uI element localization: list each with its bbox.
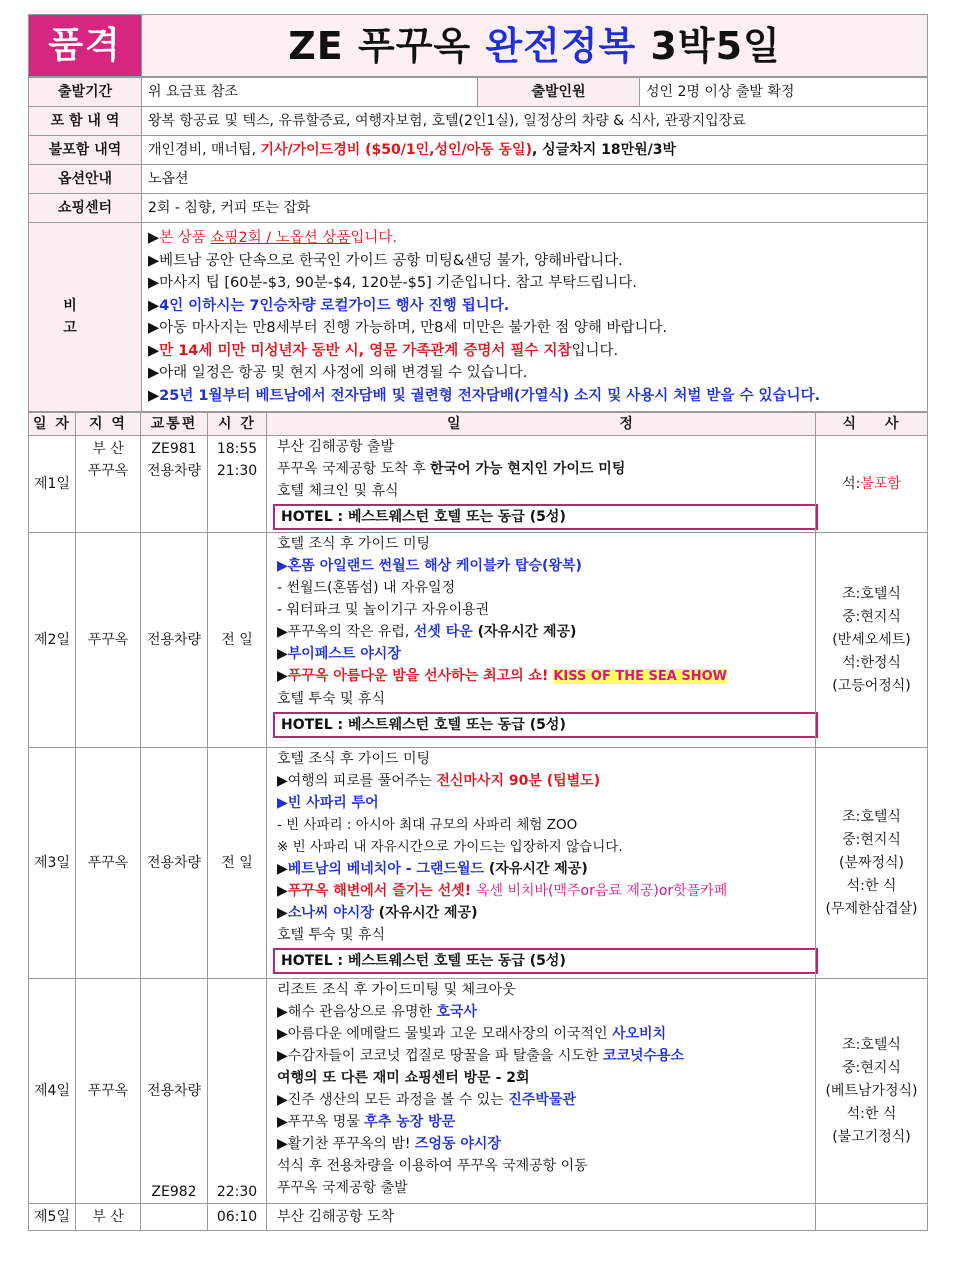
time-cell: 18:55 21:30: [208, 436, 267, 533]
col-day: 일 자: [29, 413, 76, 436]
pax-value: 성인 2명 이상 출발 확정: [640, 78, 928, 107]
transport-cell: 전용차량 ZE982: [141, 979, 208, 1204]
transport-cell: 전용차량: [141, 748, 208, 979]
transport-cell: ZE981 전용차량: [141, 436, 208, 533]
hotel-box: HOTEL : 베스트웨스턴 호텔 또는 동급 (5성): [273, 948, 818, 974]
itinerary-line: - 빈 사파리 : 아시아 최대 규모의 사파리 체험 ZOO: [277, 817, 578, 833]
remark-item: ▶아래 일정은 항공 및 현지 사정에 의해 변경될 수 있습니다.: [148, 365, 528, 381]
itinerary-cell: [267, 436, 816, 533]
schedule-header-row: [29, 413, 928, 436]
period-value: 위 요금표 참조: [142, 78, 478, 107]
transport-cell: [141, 1204, 208, 1231]
day-row-2: [29, 533, 928, 748]
meal-cell: [816, 1204, 928, 1231]
remark-item: ▶마사지 팁 [60분-$3, 90분-$4, 120분-$5] 기준입니다. 참고 부탁드립니다.: [148, 275, 637, 291]
itinerary-line: ※ 빈 사파리 내 자유시간으로 가이드는 입장하지 않습니다.: [277, 839, 623, 855]
remark-item: ▶만 14세 미만 미성년자 동반 시, 영문 가족관계 증명서 필수 지참입니다.: [148, 342, 619, 359]
itinerary-line: ▶진주 생산의 모든 과정을 볼 수 있는 진주박물관: [277, 1092, 576, 1108]
exclude-part3: , 싱글차지 18만원/3박: [531, 142, 677, 158]
itinerary-line: ▶푸꾸옥 아름다운 밤을 선사하는 최고의 쇼! KISS OF THE SEA SHOW: [277, 668, 727, 684]
itinerary-line: ▶소나씨 야시장 (자유시간 제공): [277, 905, 478, 921]
itinerary-line: 푸꾸옥 국제공항 도착 후 한국어 가능 현지인 가이드 미팅: [277, 461, 626, 477]
include-value: 왕복 항공료 및 텍스, 유류할증료, 여행자보험, 호텔(2인1실), 일정상의 차량 & 식사, 관광지입장료: [142, 107, 928, 136]
option-value: 노옵션: [142, 165, 928, 194]
itinerary-line: 푸꾸옥 국제공항 출발: [277, 1180, 408, 1196]
region-cell: 부 산 푸꾸옥: [76, 436, 141, 533]
itinerary-cell: [267, 533, 816, 748]
region-cell: 부 산: [76, 1204, 141, 1231]
itinerary-line: ▶빈 사파리 투어: [277, 795, 379, 811]
exclude-value: [142, 136, 928, 165]
meal-cell: 석:불포함: [816, 436, 928, 533]
itinerary-line: ▶푸꾸옥 명물 후추 농장 방문: [277, 1114, 456, 1130]
itinerary-line: 부산 김해공항 출발: [277, 439, 395, 455]
day-row-1: [29, 436, 928, 533]
period-label: 출발기간: [29, 78, 142, 107]
remark-item: ▶25년 1월부터 베트남에서 전자담배 및 궐련형 전자담배(가열식) 소지 및 사용시 처벌 받을 수 있습니다.: [148, 387, 821, 404]
day-label: 제3일: [29, 748, 76, 979]
itinerary-cell: [267, 748, 816, 979]
exclude-part2: 기사/가이드경비 ($50/1인,성인/아동 동일): [260, 142, 532, 158]
col-itinerary: 일 정: [267, 413, 816, 436]
itinerary-line: - 썬월드(혼똠섬) 내 자유일정: [277, 580, 456, 596]
meal-cell: 조:호텔식 중:현지식 (베트남가정식) 석:한 식 (불고기정식): [816, 979, 928, 1204]
remark-item: ▶4인 이하시는 7인승차량 로컬가이드 행사 진행 됩니다.: [148, 297, 510, 314]
info-table: [28, 77, 928, 412]
title-suffix: 3박5일: [636, 23, 781, 68]
col-transport: 교통편: [141, 413, 208, 436]
remark-label: 비 고: [29, 223, 142, 412]
itinerary-cell: [267, 979, 816, 1204]
day-row-4: [29, 979, 928, 1204]
remark-item: ▶베트남 공안 단속으로 한국인 가이드 공항 미팅&샌딩 불가, 양해바랍니다.: [148, 252, 623, 269]
day-row-3: [29, 748, 928, 979]
itinerary-line: ▶푸꾸옥 해변에서 즐기는 선셋! 옥센 비치바(맥주or음료 제공)or핫플카페: [277, 883, 728, 899]
exclude-label: 불포함 내역: [29, 136, 142, 165]
itinerary-cell: 부산 김해공항 도착: [267, 1204, 816, 1231]
itinerary-line: 호텔 조식 후 가이드 미팅: [277, 751, 431, 767]
itinerary-line: ▶활기찬 푸꾸옥의 밤! 즈엉동 야시장: [277, 1136, 501, 1152]
itinerary-line: 호텔 조식 후 가이드 미팅: [277, 536, 431, 552]
remarks-list: [142, 223, 928, 412]
header-table: [28, 14, 928, 77]
region-cell: 푸꾸옥: [76, 533, 141, 748]
day-label: 제5일: [29, 1204, 76, 1231]
schedule-table: [28, 412, 928, 1231]
day-label: 제4일: [29, 979, 76, 1204]
itinerary-line: 리조트 조식 후 가이드미팅 및 체크아웃: [277, 982, 516, 998]
exclude-part1: 개인경비, 매너팁,: [148, 142, 261, 158]
time-cell: 전 일: [208, 533, 267, 748]
itinerary-line: ▶부이페스트 야시장: [277, 646, 401, 662]
itinerary-line: 여행의 또 다른 재미 쇼핑센터 방문 - 2회: [277, 1070, 530, 1086]
itinerary-line: ▶여행의 피로를 풀어주는 전신마사지 90분 (팁별도): [277, 773, 601, 789]
region-cell: 푸꾸옥: [76, 979, 141, 1204]
col-meal: 식 사: [816, 413, 928, 436]
itinerary-line: ▶베트남의 베네치아 - 그랜드월드 (자유시간 제공): [277, 861, 588, 877]
meal-cell: 조:호텔식 중:현지식 (반세오세트) 석:한정식 (고등어정식): [816, 533, 928, 748]
title-highlight: 완전정복: [485, 23, 637, 68]
page-title: [142, 15, 928, 77]
include-label: 포 함 내 역: [29, 107, 142, 136]
title-prefix: ZE 푸꾸옥: [288, 23, 486, 68]
col-region: 지 역: [76, 413, 141, 436]
time-cell: 22:30: [208, 979, 267, 1204]
transport-cell: 전용차량: [141, 533, 208, 748]
meal-cell: 조:호텔식 중:현지식 (분짜정식) 석:한 식 (무제한삼겹살): [816, 748, 928, 979]
shop-value: 2회 - 침향, 커피 또는 잡화: [142, 194, 928, 223]
day-label: 제1일: [29, 436, 76, 533]
pax-label: 출발인원: [478, 78, 640, 107]
col-time: 시 간: [208, 413, 267, 436]
itinerary-line: 호텔 체크인 및 휴식: [277, 483, 399, 499]
itinerary-line: ▶해수 관음상으로 유명한 호국사: [277, 1004, 477, 1020]
hotel-box: HOTEL : 베스트웨스턴 호텔 또는 동급 (5성): [273, 712, 818, 738]
itinerary-line: ▶수감자들이 코코넛 껍질로 땅꿀을 파 탈출을 시도한 코코넛수용소: [277, 1048, 685, 1064]
itinerary-line: - 워터파크 및 놀이기구 자유이용권: [277, 602, 490, 618]
hotel-box: HOTEL : 베스트웨스턴 호텔 또는 동급 (5성): [273, 504, 818, 530]
grade-badge: 품격: [29, 15, 142, 77]
time-cell: 전 일: [208, 748, 267, 979]
itinerary-line: ▶혼똠 아일랜드 썬월드 해상 케이블카 탑승(왕복): [277, 558, 582, 574]
remark-item: ▶아동 마사지는 만8세부터 진행 가능하며, 만8세 미만은 불가한 점 양해 바랍니다.: [148, 320, 668, 336]
day-row-5: [29, 1204, 928, 1231]
itinerary-line: 호텔 투숙 및 휴식: [277, 691, 386, 707]
itinerary-line: 석식 후 전용차량을 이용하여 푸꾸옥 국제공항 이동: [277, 1158, 588, 1174]
region-cell: 푸꾸옥: [76, 748, 141, 979]
shop-label: 쇼핑센터: [29, 194, 142, 223]
time-cell: 06:10: [208, 1204, 267, 1231]
option-label: 옵션안내: [29, 165, 142, 194]
itinerary-line: 호텔 투숙 및 휴식: [277, 927, 386, 943]
day-label: 제2일: [29, 533, 76, 748]
itinerary-page: [28, 14, 927, 1231]
remark-item: ▶본 상품 쇼핑2회 / 노옵션 상품입니다.: [148, 230, 398, 246]
itinerary-line: ▶아름다운 에메랄드 물빛과 고운 모래사장의 이국적인 사오비치: [277, 1026, 667, 1042]
itinerary-line: ▶푸꾸옥의 작은 유럽, 선셋 타운 (자유시간 제공): [277, 624, 577, 640]
